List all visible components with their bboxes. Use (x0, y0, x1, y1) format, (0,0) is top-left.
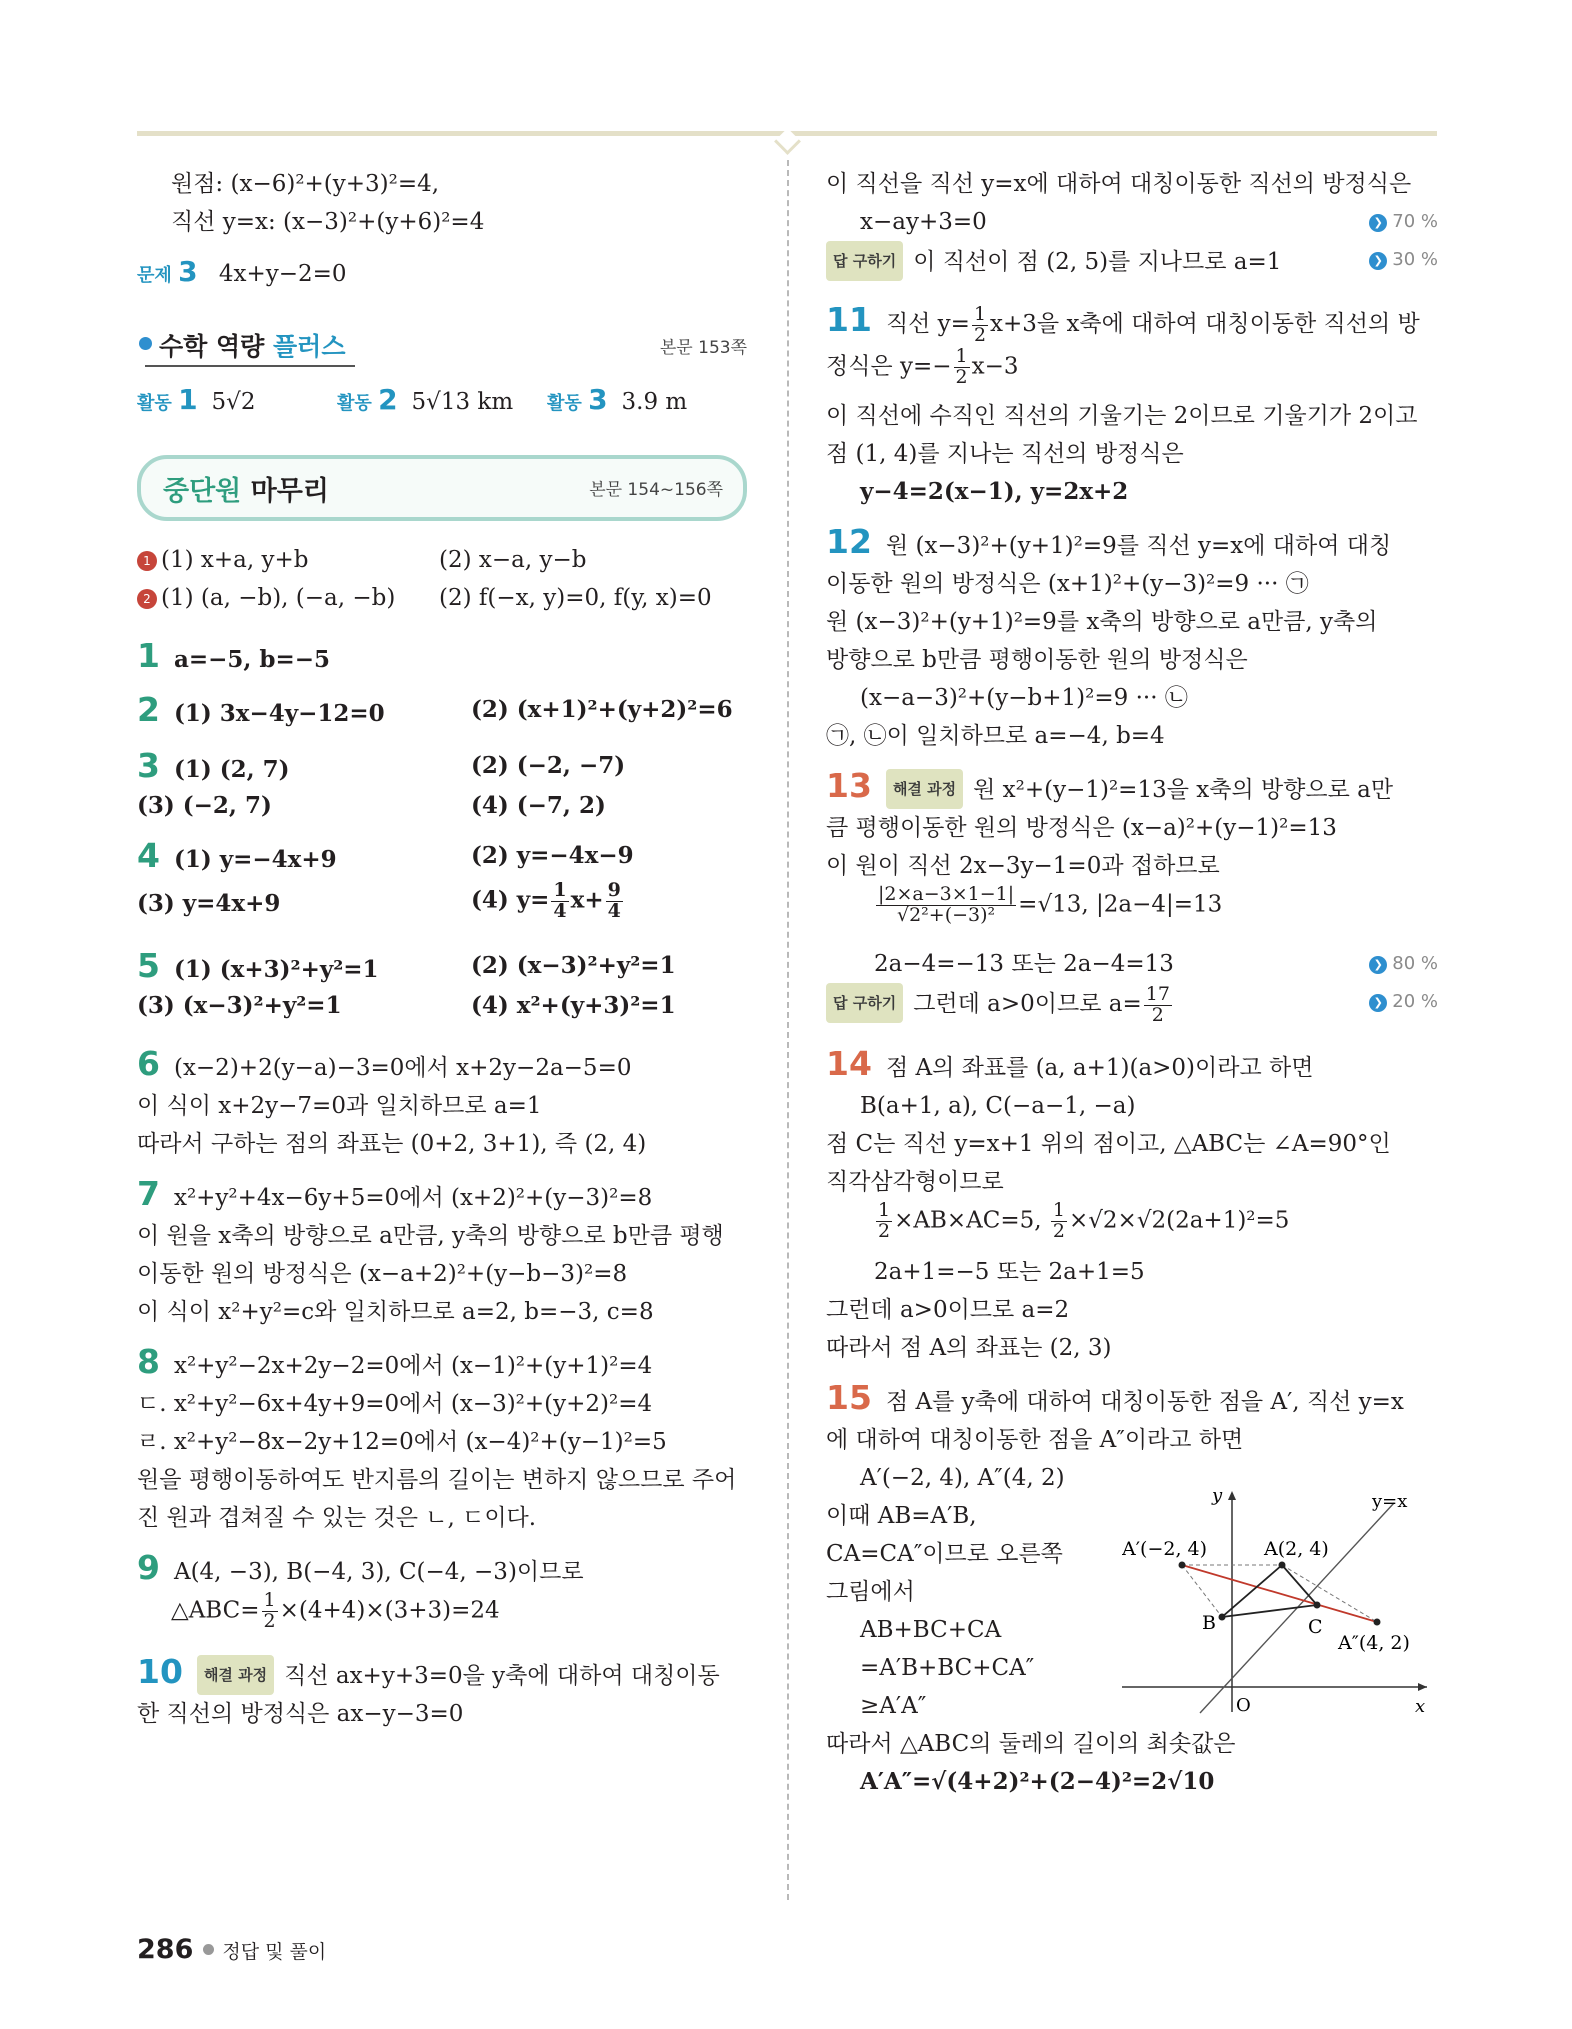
point-a-double-prime (1374, 1619, 1381, 1626)
answer-14: 14 점 A의 좌표를 (a, a+1)(a>0)이라고 하면 (826, 1044, 1314, 1083)
point-a-prime (1179, 1562, 1186, 1569)
section-title: 수학 역량 플러스 (159, 332, 346, 361)
footer-dot-icon (203, 1944, 214, 1955)
tag-answer: 답 구하기 (826, 241, 903, 281)
review-header (137, 455, 747, 521)
title-underline (145, 365, 355, 367)
point-c-label: C (1308, 1616, 1323, 1638)
left-column: 원점: (x−6)²+(y+3)²=4, 직선 y=x: (x−3)²+(y+6)²=4 문제 3 4x+y−2=0 수학 역량 플러스 본문 153쪽 활동 1 5√2 활동 2 5√13 km 활동 3 3.9 m 중단원 마무리 본문 154~156쪽 1 (1) x+a, y+b (2) x−a, y−b 2 (1) (a, −b), (−a, −b) (2) f(−x, y)=0, f(y, x)=0 1 a=−5, b=−5 2 (1) 3x−4y−12=0 (2) (x+1)²+(y+2)²=6 3 (1) (2, 7) (2) (−2, −7) (3) (−2, 7) (4) (−7, 2) 4 (1) y=−4x+9 (2) y=−4x−9 (3) y=4x+9 (4) y= $\frac{1}{4}$ x+ $\frac{9}{4}$ 5 (1) (x+3)²+y²=1 (2) (x−3)²+y²=1 (3) (x−3)²+y²=1 (4) x²+(y+3)²=1 6 (x−2)+2(y−a)−3=0에서 x+2y−2a−5=0 이 식이 x+2y−7=0과 일치하므로 a=1 따라서 구하는 점의 좌표는 (0+2, 3+1), 즉 (2, 4) 7 x²+y²+4x−6y+5=0에서 (x+2)²+(y−3)²=8 이 원을 x축의 방향으로 a만큼, y축의 방향으로 b만큼 평행 이동한 원의 방정식은 (x−a+2)²+(y−b−3)²=8 이 식이 x²+y²=c와 일치하므로 a=2, b=−3, c=8 8 x²+y²−2x+2y−2=0에서 (x−1)²+(y+1)²=4 ㄷ. x²+y²−6x+4y+9=0에서 (x−3)²+(y+2)²=4 ㄹ. x²+y²−8x−2y+12=0에서 (x−4)²+(y−1)²=5 원을 평행이동하여도 반지름의 길이는 변하지 않으므로 주어 진 원과 겹쳐질 수 있는 것은 ㄴ, ㄷ이다. 9 A(4, −3), B(−4, 3), C(−4, −3)이므로 △ABC= $\frac{1}{2}$ ×(4+4)×(3+3)=24 10 해결 과정 직선 ax+y+3=0을 y축에 대하여 대칭이동 한 직선의 방정식은 ax−y−3=0 (137, 165, 747, 1733)
x-axis-arrow (1418, 1683, 1427, 1691)
column-divider (787, 160, 789, 1900)
answer-13: 13 해결 과정 원 x²+(y−1)²=13을 x축의 방향으로 a만 (826, 767, 1438, 809)
section-title: 중단원 마무리 (163, 476, 329, 507)
text-line: 원점: (x−6)²+(y+3)²=4, (171, 171, 440, 197)
activity-1: 활동 1 5√2 (137, 383, 256, 416)
footer (137, 1934, 326, 1965)
page-ref: 본문 154~156쪽 (589, 480, 723, 500)
tag-answer: 답 구하기 (826, 983, 903, 1023)
answer-8: 8 x²+y²−2x+2y−2=0에서 (x−1)²+(y+1)²=4 (137, 1342, 653, 1381)
point-a (1279, 1562, 1286, 1569)
page-ref: 본문 153쪽 (659, 338, 747, 358)
answer-15: 15 점 A를 y축에 대하여 대칭이동한 점을 A′, 직선 y=x 에 대하여 대칭이동한 점을 A″이라고 하면 A′(−2, 4), A″(4, 2) 이때 AB=A′B, CA=CA″이므로 오른쪽 그림에서 AB+BC+CA =A′B+BC+CA″ ≥A′A″ 따라서 △ABC의 둘레의 길이의 최솟값은 A′A″=√(4+2)²+(2−4)²=2√10 y x O y=x A′(−2, 4) A(2, 4) B C A″(4, 2) (826, 1379, 1438, 1801)
point-a-double-prime-label: A″(4, 2) (1338, 1632, 1410, 1654)
answer-2: 2 (1) 3x−4y−12=0 (2) (x+1)²+(y+2)²=6 (137, 690, 733, 729)
x-axis-label: x (1415, 1696, 1426, 1717)
activity-3: 활동 3 3.9 m (547, 383, 688, 416)
coordinate-graph (1122, 1487, 1432, 1717)
segment-a-prime-b (1182, 1565, 1222, 1617)
answer-11: 11 직선 y= $\frac{1}{2}$ x+3을 x축에 대하여 대칭이동한 직선의 방 (826, 300, 1420, 346)
activity-2: 활동 2 5√13 km (337, 383, 514, 416)
problem-label: 문제 3 (137, 255, 198, 288)
answer-6: 6 (x−2)+2(y−a)−3=0에서 x+2y−2a−5=0 (137, 1044, 632, 1083)
answer-12: 12 원 (x−3)²+(y+1)²=9를 직선 y=x에 대하여 대칭 (826, 522, 1392, 561)
check-mark-icon: 2 (137, 589, 157, 609)
point-a-label: A(2, 4) (1264, 1538, 1329, 1560)
point-a-prime-label: A′(−2, 4) (1122, 1538, 1208, 1560)
percent-badge: ❯ 30 % (1369, 241, 1438, 279)
math-plus-header (137, 321, 747, 369)
footer-text: 정답 및 풀이 (222, 1941, 327, 1963)
point-b-label: B (1202, 1612, 1216, 1634)
bullet-icon (139, 337, 152, 350)
check-mark-icon: 1 (137, 551, 157, 571)
answer-7: 7 x²+y²+4x−6y+5=0에서 (x+2)²+(y−3)²=8 (137, 1174, 653, 1213)
text-line: 직선 y=x: (x−3)²+(y+6)²=4 (171, 209, 485, 235)
percent-badge: ❯ 70 % (1369, 203, 1438, 241)
problem-3 (137, 253, 747, 295)
check-row: 2 (1) (a, −b), (−a, −b) (2) f(−x, y)=0, f(y, x)=0 (137, 579, 747, 617)
tag-solution: 해결 과정 (197, 1655, 274, 1695)
answer-3: 3 (1) (2, 7) (2) (−2, −7) (137, 746, 626, 785)
answer-9: 9 A(4, −3), B(−4, 3), C(−4, −3)이므로 (137, 1548, 584, 1587)
check-row: 1 (1) x+a, y+b (2) x−a, y−b (137, 541, 747, 579)
y-axis-arrow (1228, 1491, 1236, 1500)
page-number: 286 (137, 1934, 194, 1965)
right-column: 이 직선을 직선 y=x에 대하여 대칭이동한 직선의 방정식은 x−ay+3=0 ❯ 70 % 답 구하기 이 직선이 점 (2, 5)를 지나므로 a=1 ❯ 30 % 11 직선 y= $\frac{1}{2}$ x+3을 x축에 대하여 대칭이동한 직선의 방 정식은 y=− $\frac{1}{2}$ x−3 이 직선에 수직인 직선의 기울기는 2이므로 기울기가 2이고 점 (1, 4)를 지나는 직선의 방정식은 y−4=2(x−1), y=2x+2 12 원 (x−3)²+(y+1)²=9를 직선 y=x에 대하여 대칭 이동한 원의 방정식은 (x+1)²+(y−3)²=9 ··· ㉠ 원 (x−3)²+(y+1)²=9를 x축의 방향으로 a만큼, y축의 방향으로 b만큼 평행이동한 원의 방정식은 (x−a−3)²+(y−b+1)²=9 ··· ㉡ ㉠, ㉡이 일치하므로 a=−4, b=4 13 해결 과정 원 x²+(y−1)²=13을 x축의 방향으로 a만 큼 평행이동한 원의 방정식은 (x−a)²+(y−1)²=13 이 원이 직선 2x−3y−1=0과 접하므로 $\frac{|2\times a-3\times 1-1|}{\text{√2²+(−3)²}}$ =√13, |2a−4|=13 2a−4=−13 또는 2a−4=13 ❯ 80 % 답 구하기 그런데 a>0이므로 a= $\frac{17}{2}$ ❯ 20 % 14 점 A의 좌표를 (a, a+1)(a>0)이라고 하면 B(a+1, a), C(−a−1, −a) 점 C는 직선 y=x+1 위의 점이고, △ABC는 ∠A=90°인 직각삼각형이므로 $\frac{1}{2}$ ×AB×AC=5, $\frac{1}{2}$ ×√2×√2(2a+1)²=5 2a+1=−5 또는 2a+1=5 그런데 a>0이므로 a=2 따라서 점 A의 좌표는 (2, 3) 15 점 A를 y축에 대하여 대칭이동한 점을 A′, 직선 y=x 에 대하여 대칭이동한 점을 A″이라고 하면 A′(−2, 4), A″(4, 2) 이때 AB=A′B, CA=CA″이므로 오른쪽 그림에서 AB+BC+CA =A′B+BC+CA″ ≥A′A″ 따라서 △ABC의 둘레의 길이의 최솟값은 A′A″=√(4+2)²+(2−4)²=2√10 y x O y=x A′(−2, 4) A(2, 4) B C A″(4, 2) (826, 165, 1438, 1801)
problem-3-answer: 4x+y−2=0 (218, 261, 347, 287)
point-c (1314, 1602, 1321, 1609)
answer-5: 5 (1) (x+3)²+y²=1 (2) (x−3)²+y²=1 (137, 946, 676, 985)
answer-4: 4 (1) y=−4x+9 (2) y=−4x−9 (137, 836, 634, 875)
line-label: y=x (1372, 1491, 1408, 1512)
tag-solution: 해결 과정 (886, 769, 963, 809)
origin-label: O (1236, 1695, 1251, 1716)
y-axis-label: y (1212, 1487, 1223, 1506)
answer-1: 1 a=−5, b=−5 (137, 636, 331, 675)
answer-10: 10 해결 과정 직선 ax+y+3=0을 y축에 대하여 대칭이동 (137, 1653, 747, 1695)
percent-badge: ❯ 80 % (1369, 945, 1438, 983)
point-b (1219, 1614, 1226, 1621)
percent-badge: ❯ 20 % (1369, 983, 1438, 1021)
activity-row (137, 381, 747, 421)
